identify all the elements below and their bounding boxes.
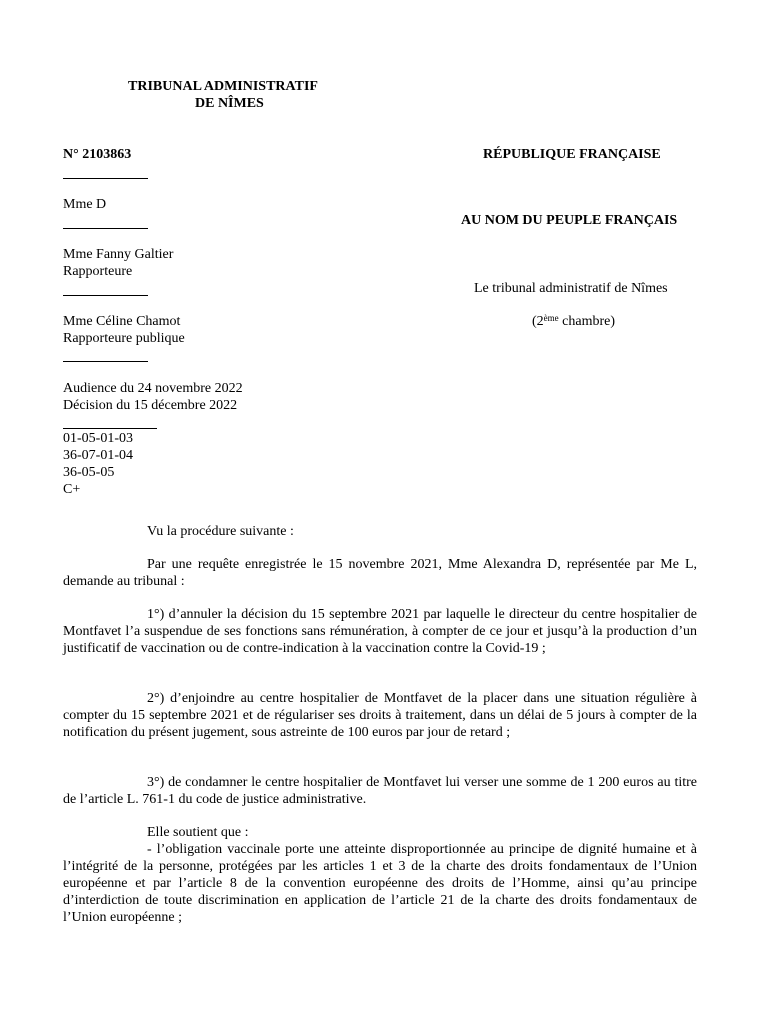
- court-name-line2: DE NÎMES: [195, 96, 264, 111]
- party-name: Mme D: [63, 197, 107, 212]
- hearing-date: Audience du 24 novembre 2022: [63, 381, 243, 396]
- in-name-heading: AU NOM DU PEUPLE FRANÇAIS: [461, 213, 678, 228]
- claim-point-1: [63, 606, 697, 657]
- rapporteur-role: Rapporteure: [63, 264, 133, 279]
- claim-point-1-text: 1°) d’annuler la décision du 15 septembre 2021 par laquelle le directeur du centre hospitalier de Montfavet l’a suspendue de ses fonctions sans rémunération, à compter de ce jour et jusqu’à la production d’un justificatif de vaccination ou de contre-indication à la vaccination contre la Covid-19 ;: [63, 607, 697, 656]
- case-number: N° 2103863: [63, 147, 132, 162]
- separator-rule: [63, 428, 157, 429]
- classification-code: 36-05-05: [63, 465, 115, 480]
- decision-date: Décision du 15 décembre 2022: [63, 398, 238, 413]
- claim-point-2: [63, 690, 697, 741]
- republic-heading: RÉPUBLIQUE FRANÇAISE: [483, 147, 661, 162]
- separator-rule: [63, 228, 148, 229]
- classification-code: 36-07-01-04: [63, 448, 133, 463]
- chamber-close: chambre): [558, 314, 616, 329]
- separator-rule: [63, 361, 148, 362]
- request-text: Par une requête enregistrée le 15 novembre 2021, Mme Alexandra D, représentée par Me L, demande au tribunal :: [63, 557, 697, 589]
- argument-paragraph: [63, 841, 697, 926]
- separator-rule: [63, 178, 148, 179]
- classification-code: 01-05-01-03: [63, 431, 133, 446]
- public-rapporteur-name: Mme Céline Chamot: [63, 314, 181, 329]
- court-intro: Le tribunal administratif de Nîmes: [474, 281, 668, 296]
- claim-point-3: [63, 774, 697, 808]
- separator-rule: [63, 295, 148, 296]
- request-paragraph: [63, 556, 697, 590]
- chamber-superscript: ème: [543, 313, 559, 323]
- rapporteur-name: Mme Fanny Galtier: [63, 247, 174, 262]
- public-rapporteur-role: Rapporteure publique: [63, 331, 185, 346]
- argument-1-text: - l’obligation vaccinale porte une atteinte disproportionnée au principe de dignité humaine et à l’intégrité de la personne, protégées par les articles 1 et 3 de la charte des droits fondamentaux de l’Union européenne et par l’article 8 de la convention européenne des droits de l’Homme, ainsi qu’au principe d’interdiction de toute discrimination en application de l’article 21 de la charte des droits fondamentaux de l’Union européenne ;: [63, 842, 697, 925]
- claim-point-3-text: 3°) de condamner le centre hospitalier de Montfavet lui verser une somme de 1 200 euros au titre de l’article L. 761-1 du code de justice administrative.: [63, 775, 697, 807]
- chamber-open: (2: [532, 314, 544, 329]
- claim-point-2-text: 2°) d’enjoindre au centre hospitalier de Montfavet de la placer dans une situation régulière à compter du 15 septembre 2021 et de régulariser ses droits à traitement, dans un délai de 5 jours à compter de la notification du présent jugement, sous astreinte de 100 euros par jour de retard ;: [63, 691, 697, 740]
- court-name-line1: TRIBUNAL ADMINISTRATIF: [128, 79, 318, 94]
- chamber-label: [532, 313, 615, 330]
- publication-code: C+: [63, 482, 81, 497]
- procedure-intro: Vu la procédure suivante :: [147, 524, 294, 539]
- argument-intro: Elle soutient que :: [147, 825, 249, 840]
